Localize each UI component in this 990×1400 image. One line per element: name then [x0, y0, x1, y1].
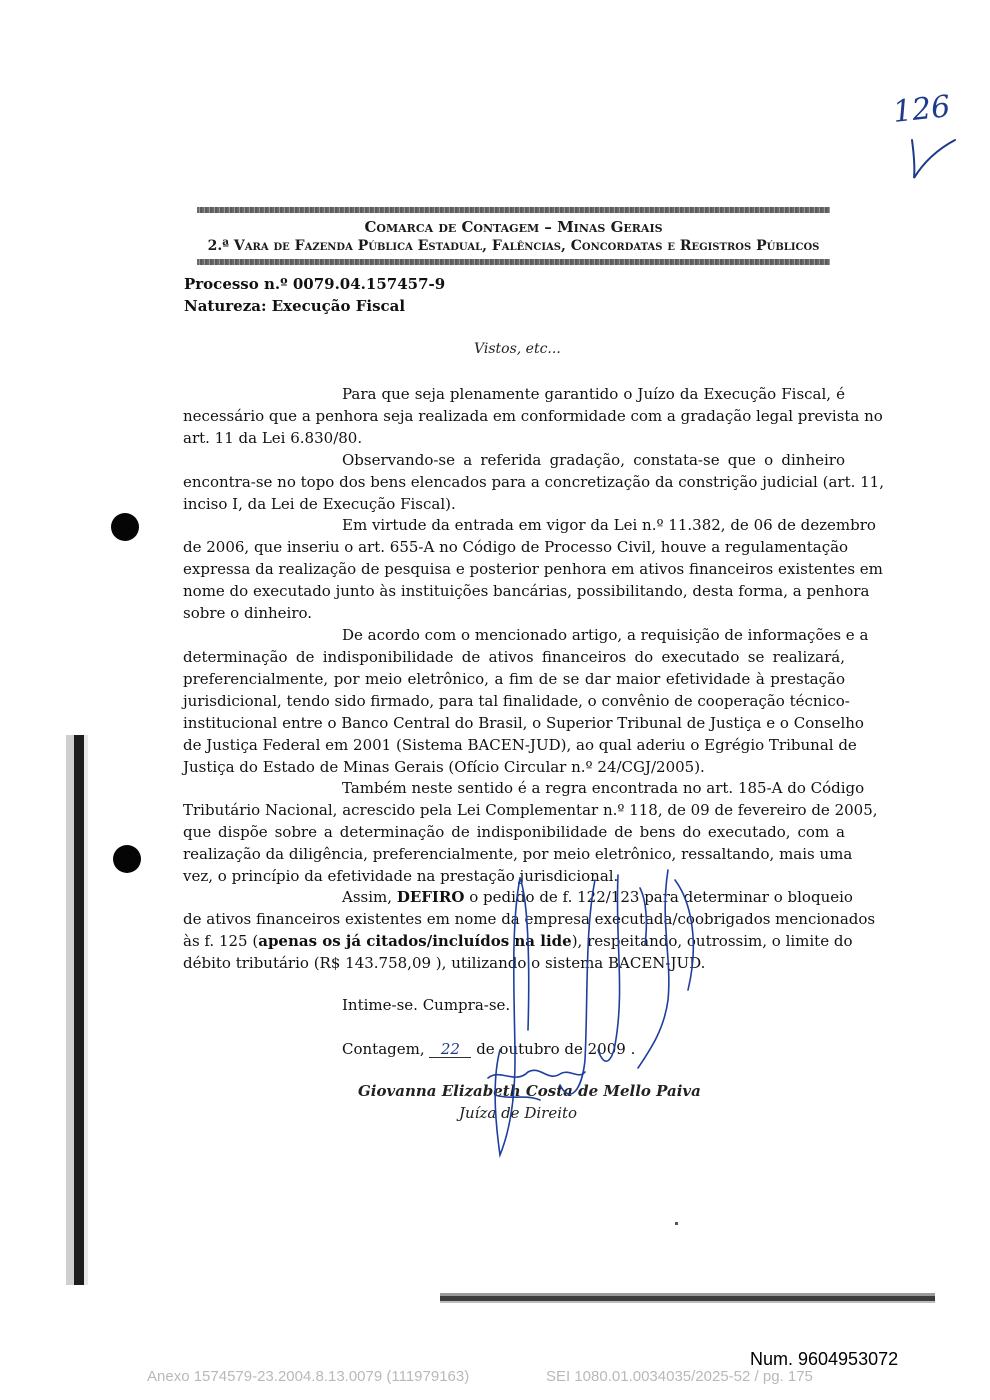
header-bottom-rule — [197, 259, 830, 265]
scan-speck — [675, 1222, 678, 1225]
body-line: Também neste sentido é a regra encontrada no art. 185-A do Código — [342, 779, 865, 797]
body-line: Em virtude da entrada em vigor da Lei n.º 11.382, de 06 de dezembro — [342, 516, 876, 534]
body-line: de 2006, que inseriu o art. 655-A no Código de Processo Civil, houve a regulamentação — [183, 538, 849, 556]
decision-emphasis: apenas os já citados/incluídos na lide — [258, 932, 572, 950]
body-line: preferencialmente, por meio eletrônico, a fim de se dar maior efetividade à prestação — [183, 670, 845, 688]
case-nature: Natureza: Execução Fiscal — [184, 297, 406, 315]
body-line: Para que seja plenamente garantido o Juízo da Execução Fiscal, é — [342, 385, 845, 403]
decision-line: de ativos financeiros existentes em nome da empresa executada/coobrigados mencionados — [183, 910, 876, 928]
court-division: 2.ª Vara de Fazenda Pública Estadual, Falências, Concordatas e Registros Públicos — [207, 238, 820, 254]
body-line: De acordo com o mencionado artigo, a requisição de informações e a — [342, 626, 869, 644]
punch-hole-lower — [113, 845, 141, 873]
date-day: 22 — [429, 1041, 471, 1058]
punch-hole-upper — [111, 513, 139, 541]
scan-left-edge — [66, 735, 88, 1285]
decision-line — [342, 886, 853, 908]
signatory-name: Giovanna Elizabeth Costa de Mello Paiva — [358, 1082, 701, 1100]
scan-bottom-shadow — [440, 1293, 935, 1303]
process-number: Processo n.º 0079.04.157457-9 — [184, 275, 446, 293]
body-line: Justiça do Estado de Minas Gerais (Ofício Circular n.º 24/CGJ/2005). — [183, 758, 705, 776]
body-line: necessário que a penhora seja realizada em conformidade com a gradação legal prevista no — [183, 407, 883, 425]
decision-text: às f. 125 ( — [183, 932, 259, 950]
body-line: realização da diligência, preferencialmente, por meio eletrônico, ressaltando, mais uma — [183, 845, 853, 863]
body-line: que dispõe sobre a determinação de indisponibilidade de bens do executado, com a — [183, 823, 845, 841]
body-line: expressa da realização de pesquisa e posterior penhora em ativos financeiros existentes em — [183, 560, 883, 578]
body-line: inciso I, da Lei de Execução Fiscal). — [183, 495, 456, 513]
closing-text: Intime-se. Cumpra-se. — [342, 996, 511, 1014]
body-line: de Justiça Federal em 2001 (Sistema BACEN-JUD), ao qual aderiu o Egrégio Tribunal de — [183, 736, 857, 754]
body-line: jurisdicional, tendo sido firmado, para tal finalidade, o convênio de cooperação técnico- — [183, 692, 850, 710]
signatory-role: Juíza de Direito — [459, 1104, 578, 1122]
body-line: Tributário Nacional, acrescido pela Lei Complementar n.º 118, de 09 de fevereiro de 2005, — [183, 801, 878, 819]
sei-reference: SEI 1080.01.0034035/2025-52 / pg. 175 — [546, 1368, 813, 1385]
header-top-rule — [197, 207, 830, 213]
body-line: nome do executado junto às instituições bancárias, possibilitando, desta forma, a penhora — [183, 582, 870, 600]
date-line — [342, 1040, 635, 1058]
annex-reference: Anexo 1574579-23.2004.8.13.0079 (111979163) — [147, 1368, 470, 1385]
body-line: Observando-se a referida gradação, constata-se que o dinheiro — [342, 451, 845, 469]
decision-keyword: DEFIRO — [396, 888, 465, 906]
date-suffix: de outubro de 2009 . — [476, 1040, 636, 1058]
decision-text: ), respeitando, outrossim, o limite do — [571, 932, 853, 950]
body-line: sobre o dinheiro. — [183, 604, 313, 622]
margin-page-number: 126 — [891, 89, 952, 130]
document-number: Num. 9604953072 — [750, 1349, 899, 1369]
body-line: encontra-se no topo dos bens elencados para a concretização da constrição judicial (art. 11, — [183, 473, 884, 491]
decision-text: o pedido de f. 122/123 para determinar o bloqueio — [469, 888, 853, 906]
body-line: vez, o princípio da efetividade na prestação jurisdicional. — [183, 867, 619, 885]
margin-check-mark — [912, 140, 955, 178]
body-line: institucional entre o Banco Central do Brasil, o Superior Tribunal de Justiça e o Conselho — [183, 714, 864, 732]
decision-line — [183, 930, 853, 952]
decision-text: Assim, — [342, 888, 393, 906]
court-name: Comarca de Contagem – Minas Gerais — [364, 218, 663, 236]
salutation: Vistos, etc... — [474, 341, 561, 357]
date-prefix: Contagem, — [342, 1040, 425, 1058]
body-line: art. 11 da Lei 6.830/80. — [183, 429, 363, 447]
body-line: determinação de indisponibilidade de ativos financeiros do executado se realizará, — [183, 648, 845, 666]
decision-line: débito tributário (R$ 143.758,09 ), utilizando o sistema BACEN-JUD. — [183, 954, 706, 972]
